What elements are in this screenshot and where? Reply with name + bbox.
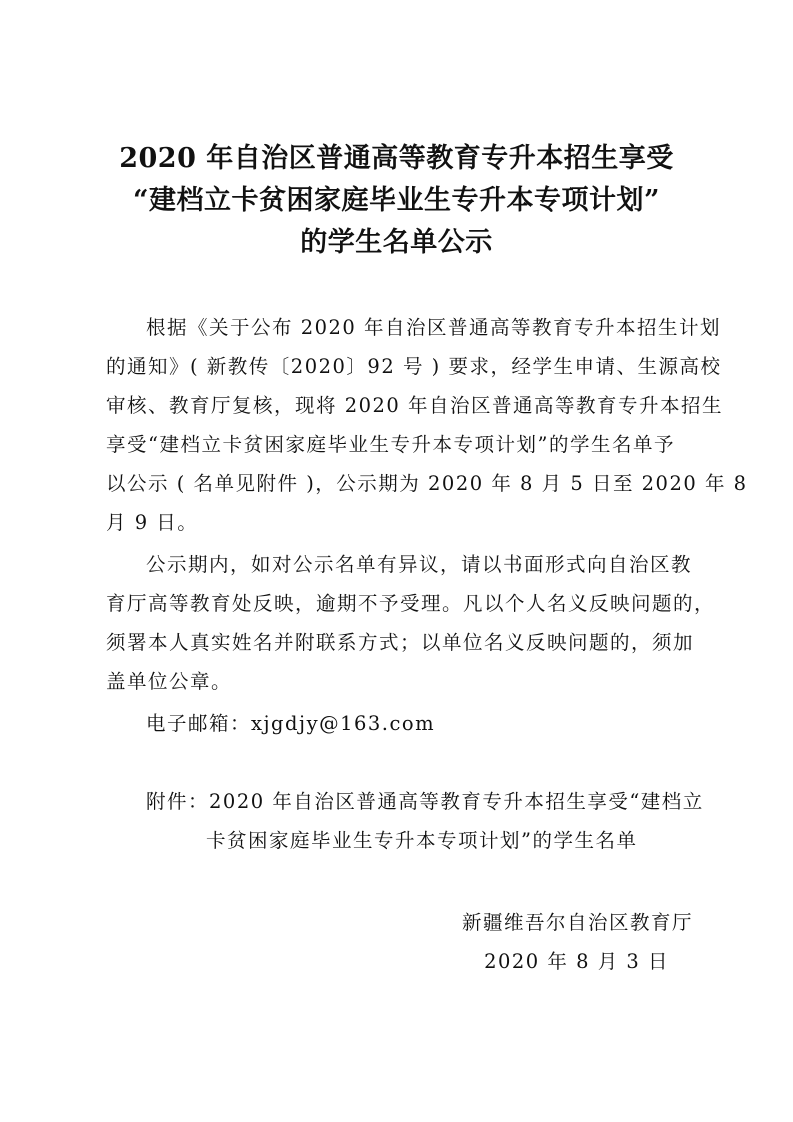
email-contact [106,704,696,743]
paragraph-line: 以公示 ( 名单见附件 )，公示期为 2020 年 8 月 5 日至 2020 年 8 [106,472,748,495]
paragraph-line: 育厅高等教育处反映，逾期不予受理。凡以个人名义反映问题的， [106,592,716,615]
email-address: xjgdjy@163.com [251,712,436,735]
paragraph-line: 享受“建档立卡贫困家庭毕业生专升本专项计划”的学生名单予 [106,433,675,456]
title-line-2: “建档立卡贫困家庭毕业生专升本专项计划” [132,185,661,216]
signature-org: 新疆维吾尔自治区教育厅 [461,911,693,934]
paragraph-objection [106,545,716,701]
document-title [90,138,703,264]
signature-block [462,903,693,981]
paragraph-line: 公示期内，如对公示名单有异议，请以书面形式向自治区教 [146,553,693,576]
attachment-line-2: 卡贫困家庭毕业生专升本专项计划”的学生名单 [206,829,638,852]
paragraph-line: 的通知》( 新教传〔2020〕92 号 ) 要求，经学生申请、生源高校 [106,355,722,378]
title-line-3: 的学生名单公示 [300,227,493,258]
attachment-line-1: 附件：2020 年自治区普通高等教育专升本招生享受“建档立 [146,790,704,813]
signature-date: 2020 年 8 月 3 日 [484,950,669,973]
paragraph-line: 须署本人真实姓名并附联系方式；以单位名义反映问题的，须加 [106,631,695,654]
paragraph-line: 月 9 日。 [106,511,199,534]
attachment-note [146,782,706,860]
paragraph-line: 盖单位公章。 [106,670,233,693]
paragraph-notice [106,308,748,542]
paragraph-line: 审核、教育厅复核，现将 2020 年自治区普通高等教育专升本招生 [106,394,724,417]
email-label: 电子邮箱： [146,712,252,735]
paragraph-line: 根据《关于公布 2020 年自治区普通高等教育专升本招生计划 [146,316,722,339]
title-line-1: 2020 年自治区普通高等教育专升本招生享受 [119,143,674,174]
